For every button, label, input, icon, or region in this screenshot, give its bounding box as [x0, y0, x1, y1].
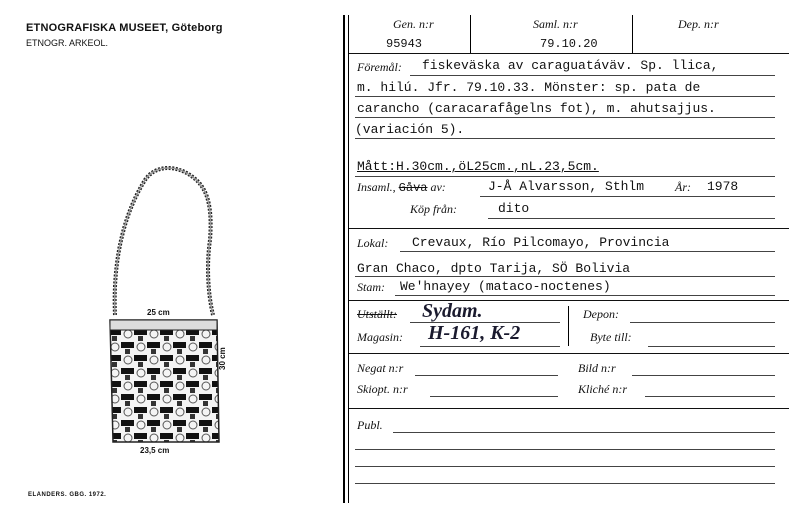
magasin-label: Magasin: — [357, 330, 403, 344]
lokal-line-2: Gran Chaco, dpto Tarija, SÖ Bolivia — [357, 261, 631, 276]
gen-value: 95943 — [386, 37, 423, 51]
foremal-label: Föremål: — [357, 60, 402, 74]
museum-name: ETNOGRAFISKA MUSEET, — [26, 22, 169, 34]
lokal-label: Lokal: — [357, 236, 389, 250]
ar-value: 1978 — [707, 179, 739, 194]
rule — [393, 432, 775, 433]
publ-label: Publ. — [357, 418, 383, 432]
rule — [355, 466, 775, 467]
rule — [355, 96, 775, 97]
bag-drawing — [95, 160, 255, 460]
stam-value: We'hnayey (mataco-noctenes) — [400, 279, 611, 294]
foremal-line-3: carancho (caracarafågelns fot), m. ahutsajjus. — [357, 101, 716, 116]
header-rule — [349, 53, 789, 54]
ar-label: År: — [675, 180, 691, 194]
insaml-row — [357, 180, 446, 195]
rule — [355, 276, 775, 277]
stam-label: Stam: — [357, 280, 385, 294]
insaml-struck: Gåva — [398, 181, 428, 195]
museum-city: Göteborg — [171, 22, 223, 34]
rule — [355, 176, 775, 177]
lokal-line-1: Crevaux, Río Pilcomayo, Provincia — [412, 235, 670, 250]
rule — [355, 117, 775, 118]
rule — [349, 300, 789, 301]
matt-label: Mått: — [357, 159, 397, 174]
foremal-line-2: m. hilú. Jfr. 79.10.33. Mönster: sp. pata de — [357, 80, 701, 95]
divider-gen — [470, 15, 471, 53]
saml-value: 79.10.20 — [540, 37, 598, 51]
rule — [480, 196, 775, 197]
rule — [349, 408, 789, 409]
dimension-top: 25 cm — [147, 308, 170, 317]
dep-label: Dep. n:r — [678, 17, 719, 31]
rule — [410, 75, 775, 76]
rule — [415, 375, 558, 376]
bag-body — [110, 320, 219, 442]
rule — [420, 346, 560, 347]
rule — [349, 353, 789, 354]
dimension-bottom: 23,5 cm — [140, 446, 170, 455]
kop-value: dito — [498, 201, 530, 216]
rule — [648, 346, 775, 347]
matt-row — [357, 159, 599, 174]
divider-depon — [568, 306, 569, 346]
rule — [400, 251, 775, 252]
bag-strap — [115, 168, 213, 315]
depon-label: Depon: — [583, 307, 619, 321]
utstallt-value: Sydam. — [422, 300, 483, 322]
card-left-border — [343, 15, 345, 503]
rule — [630, 322, 775, 323]
byte-label: Byte till: — [590, 330, 632, 344]
foremal-line-1: fiskeväska av caraguatáväv. Sp. llica, — [422, 58, 719, 73]
rule — [355, 138, 775, 139]
kliche-label: Kliché n:r — [578, 382, 627, 396]
rule — [349, 228, 789, 229]
bild-label: Bild n:r — [578, 361, 616, 375]
dimension-height: 30 cm — [218, 347, 227, 370]
department-label: ETNOGR. ARKEOL. — [26, 38, 109, 48]
negat-label: Negat n:r — [357, 361, 404, 375]
matt-value: H.30cm.,öL25cm.,nL.23,5cm. — [396, 159, 599, 174]
rule — [430, 396, 558, 397]
insaml-value: J-Å Alvarsson, Sthlm — [488, 179, 645, 194]
printer-imprint: ELANDERS. GBG. 1972. — [28, 492, 107, 498]
foremal-line-4: (variación 5). — [355, 122, 465, 137]
gen-label: Gen. n:r — [393, 17, 434, 31]
divider-saml — [632, 15, 633, 53]
insaml-av: av: — [430, 180, 446, 194]
card-left-border-inner — [348, 15, 349, 503]
rule — [395, 295, 775, 296]
utstallt-label: Utställt: — [357, 307, 398, 321]
magasin-value: H-161, K-2 — [428, 322, 521, 344]
rule — [355, 449, 775, 450]
rule — [488, 218, 775, 219]
kop-label: Köp från: — [410, 202, 458, 216]
rule — [355, 483, 775, 484]
saml-label: Saml. n:r — [533, 17, 578, 31]
museum-title — [26, 22, 223, 34]
skiopt-label: Skiopt. n:r — [357, 382, 408, 396]
insaml-label: Insaml., — [357, 180, 396, 194]
rule — [645, 396, 775, 397]
rule — [632, 375, 775, 376]
